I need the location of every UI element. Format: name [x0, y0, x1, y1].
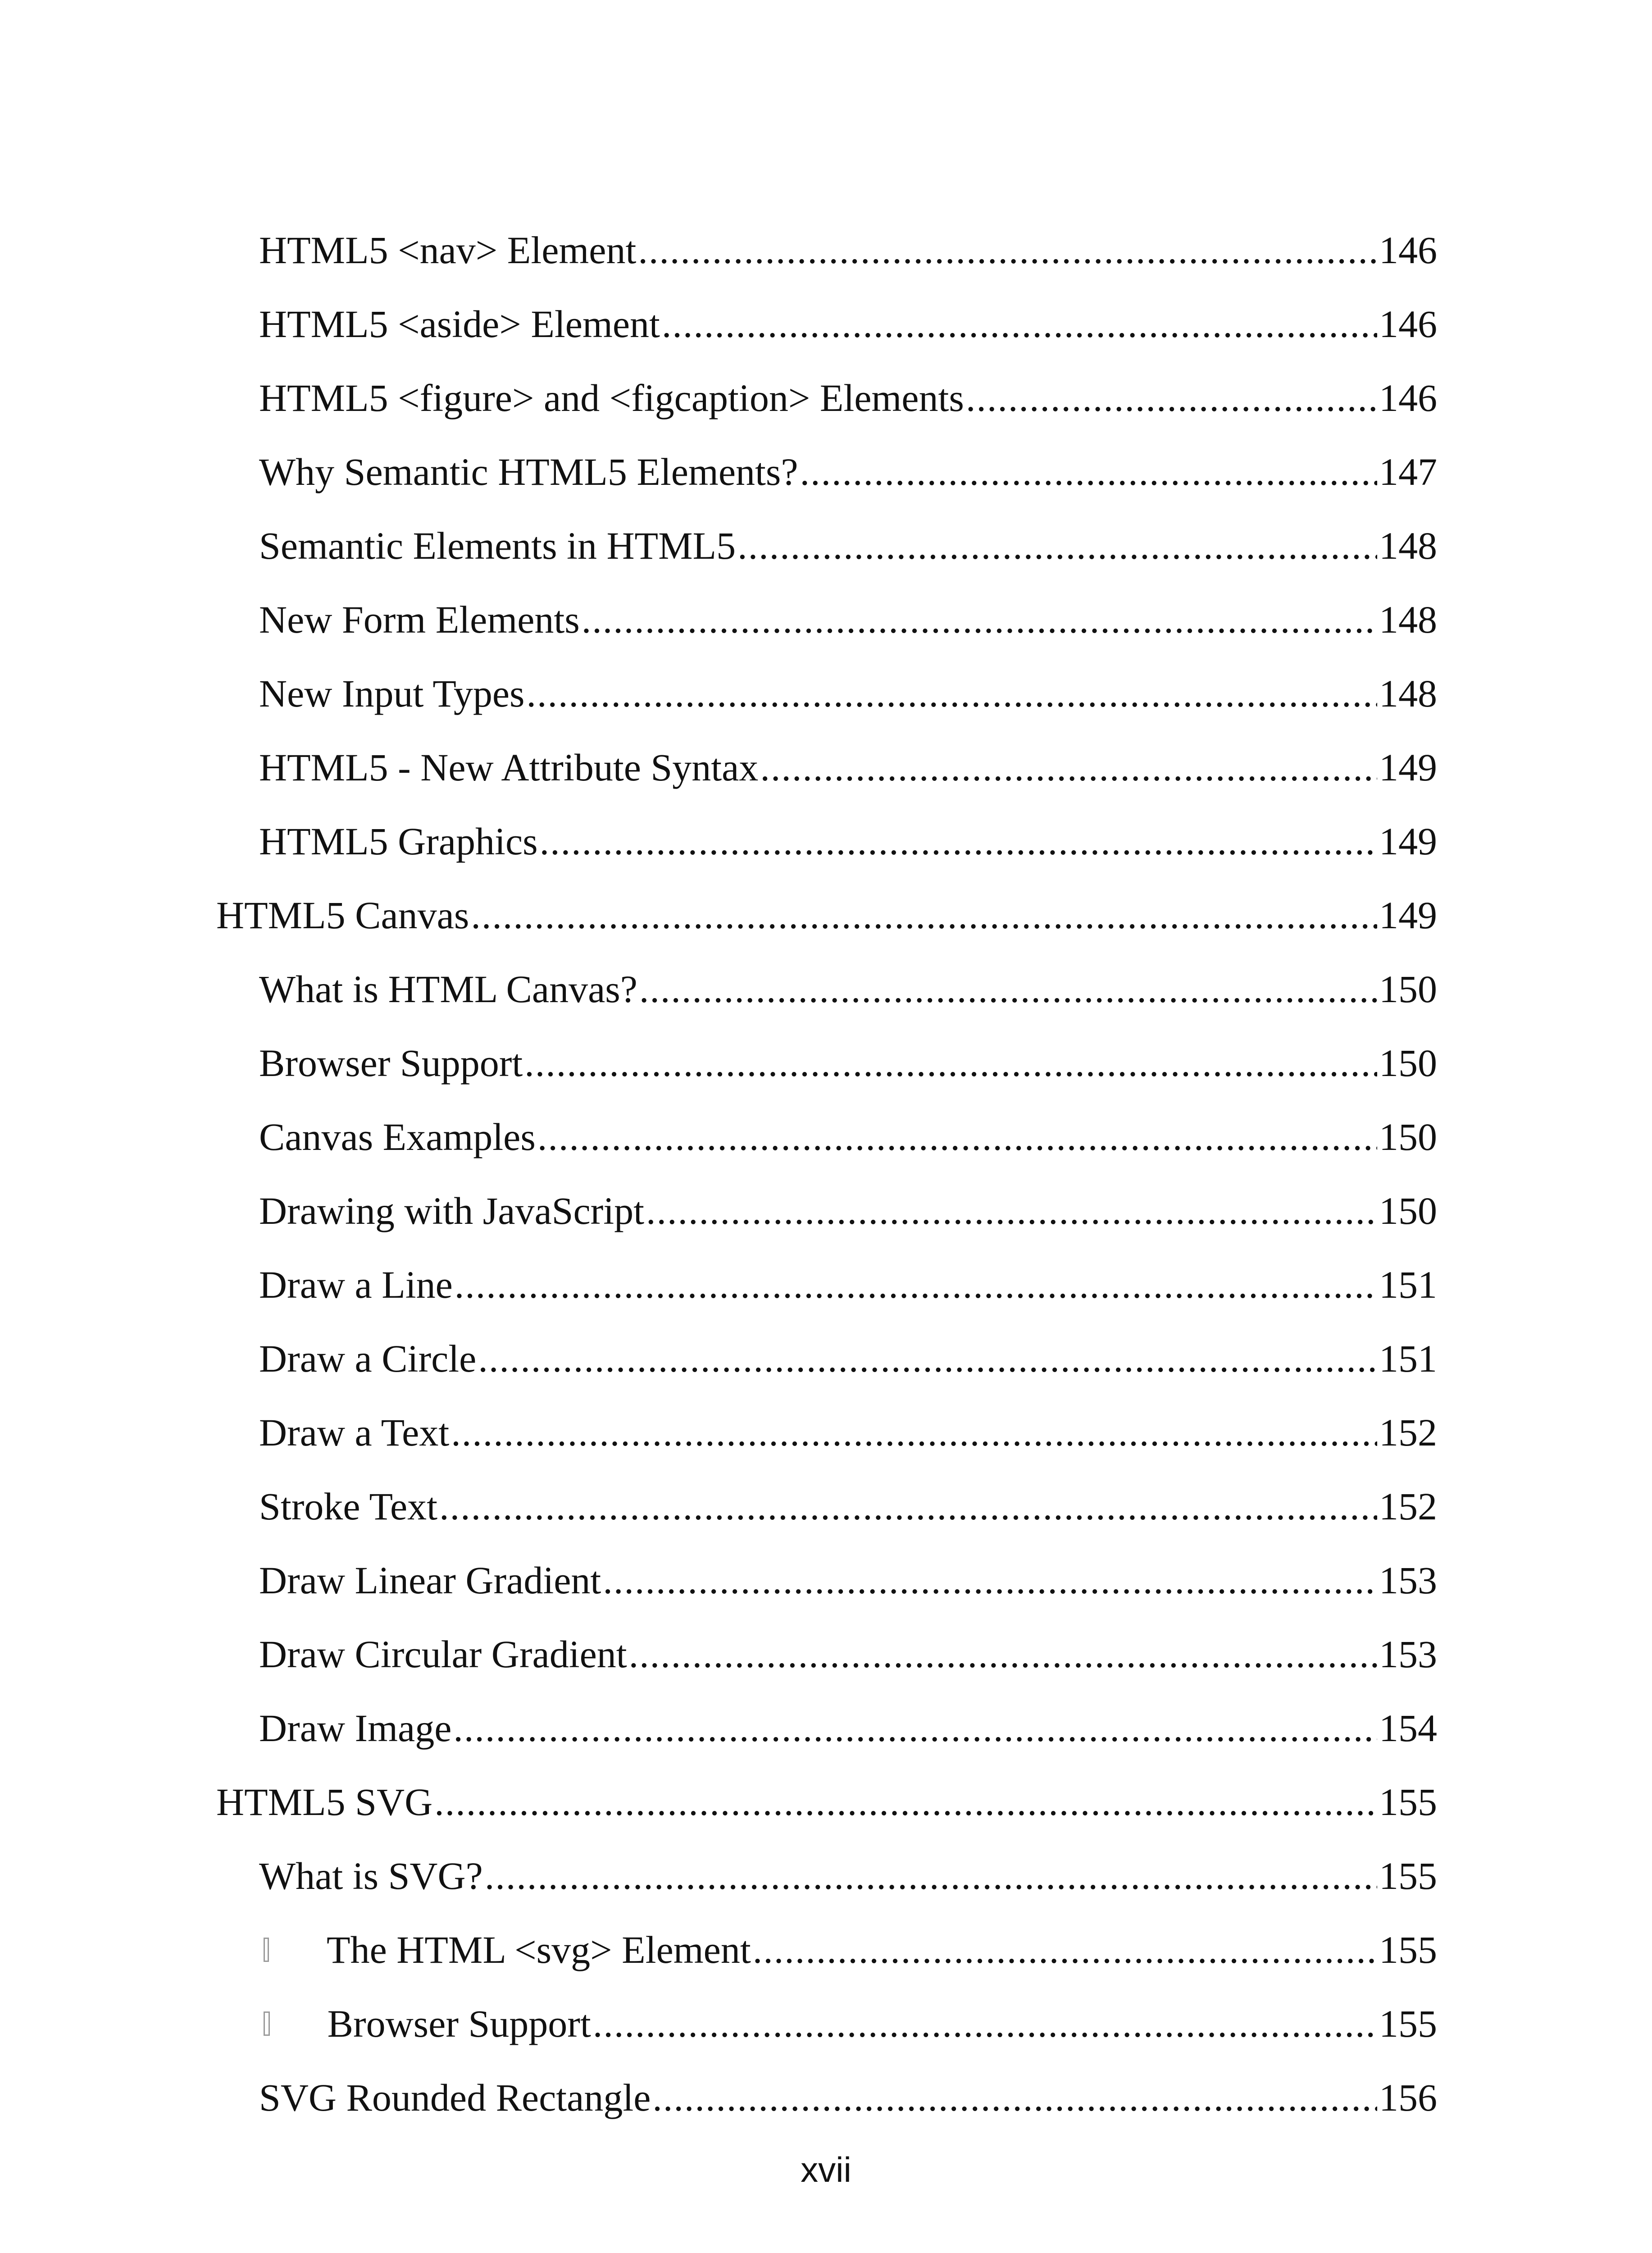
toc-entry-page-number: 153 — [1379, 1559, 1437, 1602]
toc-entry-page-number: 150 — [1379, 1041, 1437, 1085]
toc-entry[interactable] — [216, 435, 1437, 509]
toc-entry-page-number: 155 — [1379, 1780, 1437, 1824]
toc-entry[interactable] — [216, 1987, 1437, 2061]
dot-leader — [603, 1543, 1377, 1617]
toc-entry[interactable] — [216, 1174, 1437, 1248]
dot-leader — [753, 1913, 1377, 1987]
toc-entry[interactable] — [216, 952, 1437, 1026]
toc-entry-title: New Input Types — [259, 672, 525, 715]
toc-entry[interactable] — [216, 1617, 1437, 1691]
toc-entry-page-number: 147 — [1379, 450, 1437, 493]
toc-entry-title: SVG Rounded Rectangle — [259, 2076, 651, 2119]
page-number: xvii — [801, 2150, 851, 2189]
dot-leader — [453, 1691, 1377, 1765]
dot-leader — [638, 213, 1377, 287]
toc-entry-page-number: 155 — [1379, 1854, 1437, 1897]
dot-leader — [471, 878, 1377, 952]
toc-entry[interactable] — [216, 657, 1437, 730]
toc-entry-title: Semantic Elements in HTML5 — [259, 524, 736, 567]
toc-entry[interactable] — [216, 1322, 1437, 1396]
bullet-placeholder-icon — [264, 1938, 269, 1962]
toc-entry[interactable] — [216, 1026, 1437, 1100]
dot-leader — [652, 2061, 1377, 2134]
toc-entry-title: Why Semantic HTML5 Elements? — [259, 450, 798, 493]
toc-entry-title: Browser Support — [327, 2002, 591, 2045]
dot-leader — [662, 287, 1377, 361]
toc-entry[interactable] — [216, 1913, 1437, 1987]
dot-leader — [800, 435, 1377, 509]
dot-leader — [451, 1396, 1377, 1469]
toc-entry-title: Drawing with JavaScript — [259, 1189, 645, 1232]
toc-entry-page-number: 149 — [1379, 746, 1437, 789]
toc-entry-page-number: 146 — [1379, 228, 1437, 272]
toc-entry[interactable] — [216, 2061, 1437, 2134]
toc-entry-page-number: 149 — [1379, 820, 1437, 863]
dot-leader — [455, 1248, 1377, 1322]
toc-entry-title: Draw a Text — [259, 1411, 450, 1454]
toc-entry-page-number: 148 — [1379, 672, 1437, 715]
toc-entry-page-number: 150 — [1379, 1115, 1437, 1158]
dot-leader — [540, 804, 1377, 878]
toc-entry[interactable] — [216, 1765, 1437, 1839]
toc-entry[interactable] — [216, 213, 1437, 287]
toc-entry[interactable] — [216, 583, 1437, 657]
toc-entry-title: Canvas Examples — [259, 1115, 536, 1158]
dot-leader — [527, 657, 1377, 730]
toc-entry[interactable] — [216, 361, 1437, 435]
toc-entry-title: HTML5 Canvas — [216, 894, 469, 937]
dot-leader — [478, 1322, 1377, 1396]
toc-entry-title: Draw Linear Gradient — [259, 1559, 601, 1602]
toc-entry[interactable] — [216, 1543, 1437, 1617]
toc-entry[interactable] — [216, 1396, 1437, 1469]
toc-entry-title: HTML5 <nav> Element — [259, 228, 637, 272]
dot-leader — [760, 730, 1377, 804]
toc-entry-page-number: 156 — [1379, 2076, 1437, 2119]
dot-leader — [646, 1174, 1377, 1248]
toc-entry-title: Draw Image — [259, 1706, 452, 1750]
toc-entry-page-number: 146 — [1379, 302, 1437, 346]
dot-leader — [524, 1026, 1377, 1100]
dot-leader — [593, 1987, 1377, 2061]
toc-entry-title: Browser Support — [259, 1041, 523, 1085]
toc-entry[interactable] — [216, 878, 1437, 952]
toc-entry-title: Draw Circular Gradient — [259, 1633, 627, 1676]
toc-entry[interactable] — [216, 804, 1437, 878]
bullet-placeholder-icon — [264, 2011, 270, 2036]
toc-entry-page-number: 146 — [1379, 376, 1437, 420]
toc-entry-title: HTML5 <figure> and <figcaption> Elements — [259, 376, 964, 420]
dot-leader — [485, 1839, 1377, 1913]
toc-entry-page-number: 150 — [1379, 967, 1437, 1011]
dot-leader — [537, 1100, 1377, 1174]
toc-entry-page-number: 155 — [1379, 1928, 1437, 1971]
toc-entry-title: What is HTML Canvas? — [259, 967, 637, 1011]
toc-entry-title: HTML5 <aside> Element — [259, 302, 660, 346]
dot-leader — [629, 1617, 1377, 1691]
toc-entry[interactable] — [216, 509, 1437, 583]
toc-entry-title: Draw a Circle — [259, 1337, 477, 1380]
toc-entry-page-number: 152 — [1379, 1411, 1437, 1454]
toc-entry[interactable] — [216, 1469, 1437, 1543]
toc-entry[interactable] — [216, 1100, 1437, 1174]
toc-entry-title: The HTML <svg> Element — [327, 1928, 751, 1971]
toc-entry-page-number: 148 — [1379, 598, 1437, 641]
toc-entry-title: What is SVG? — [259, 1854, 483, 1897]
toc-entry-title: HTML5 Graphics — [259, 820, 538, 863]
toc-entry-page-number: 154 — [1379, 1706, 1437, 1750]
toc-entry-page-number: 148 — [1379, 524, 1437, 567]
toc-entry-title: Stroke Text — [259, 1485, 438, 1528]
toc-entry[interactable] — [216, 1839, 1437, 1913]
toc-entry-page-number: 153 — [1379, 1633, 1437, 1676]
toc-entry-title: HTML5 - New Attribute Syntax — [259, 746, 759, 789]
toc-entry-page-number: 155 — [1379, 2002, 1437, 2045]
dot-leader — [439, 1469, 1377, 1543]
toc-entry-title: New Form Elements — [259, 598, 580, 641]
dot-leader — [737, 509, 1377, 583]
toc-entry-title: Draw a Line — [259, 1263, 453, 1306]
toc-entry[interactable] — [216, 287, 1437, 361]
toc-entry[interactable] — [216, 1691, 1437, 1765]
dot-leader — [639, 952, 1377, 1026]
dot-leader — [582, 583, 1377, 657]
dot-leader — [966, 361, 1377, 435]
toc-entry[interactable] — [216, 730, 1437, 804]
toc-entry-page-number: 149 — [1379, 894, 1437, 937]
toc-entry-page-number: 152 — [1379, 1485, 1437, 1528]
toc-entry-page-number: 151 — [1379, 1337, 1437, 1380]
toc-entry-page-number: 151 — [1379, 1263, 1437, 1306]
toc-entry-title: HTML5 SVG — [216, 1780, 433, 1824]
toc-entry-page-number: 150 — [1379, 1189, 1437, 1232]
table-of-contents — [216, 213, 1437, 2134]
toc-entry[interactable] — [216, 1248, 1437, 1322]
dot-leader — [434, 1765, 1377, 1839]
